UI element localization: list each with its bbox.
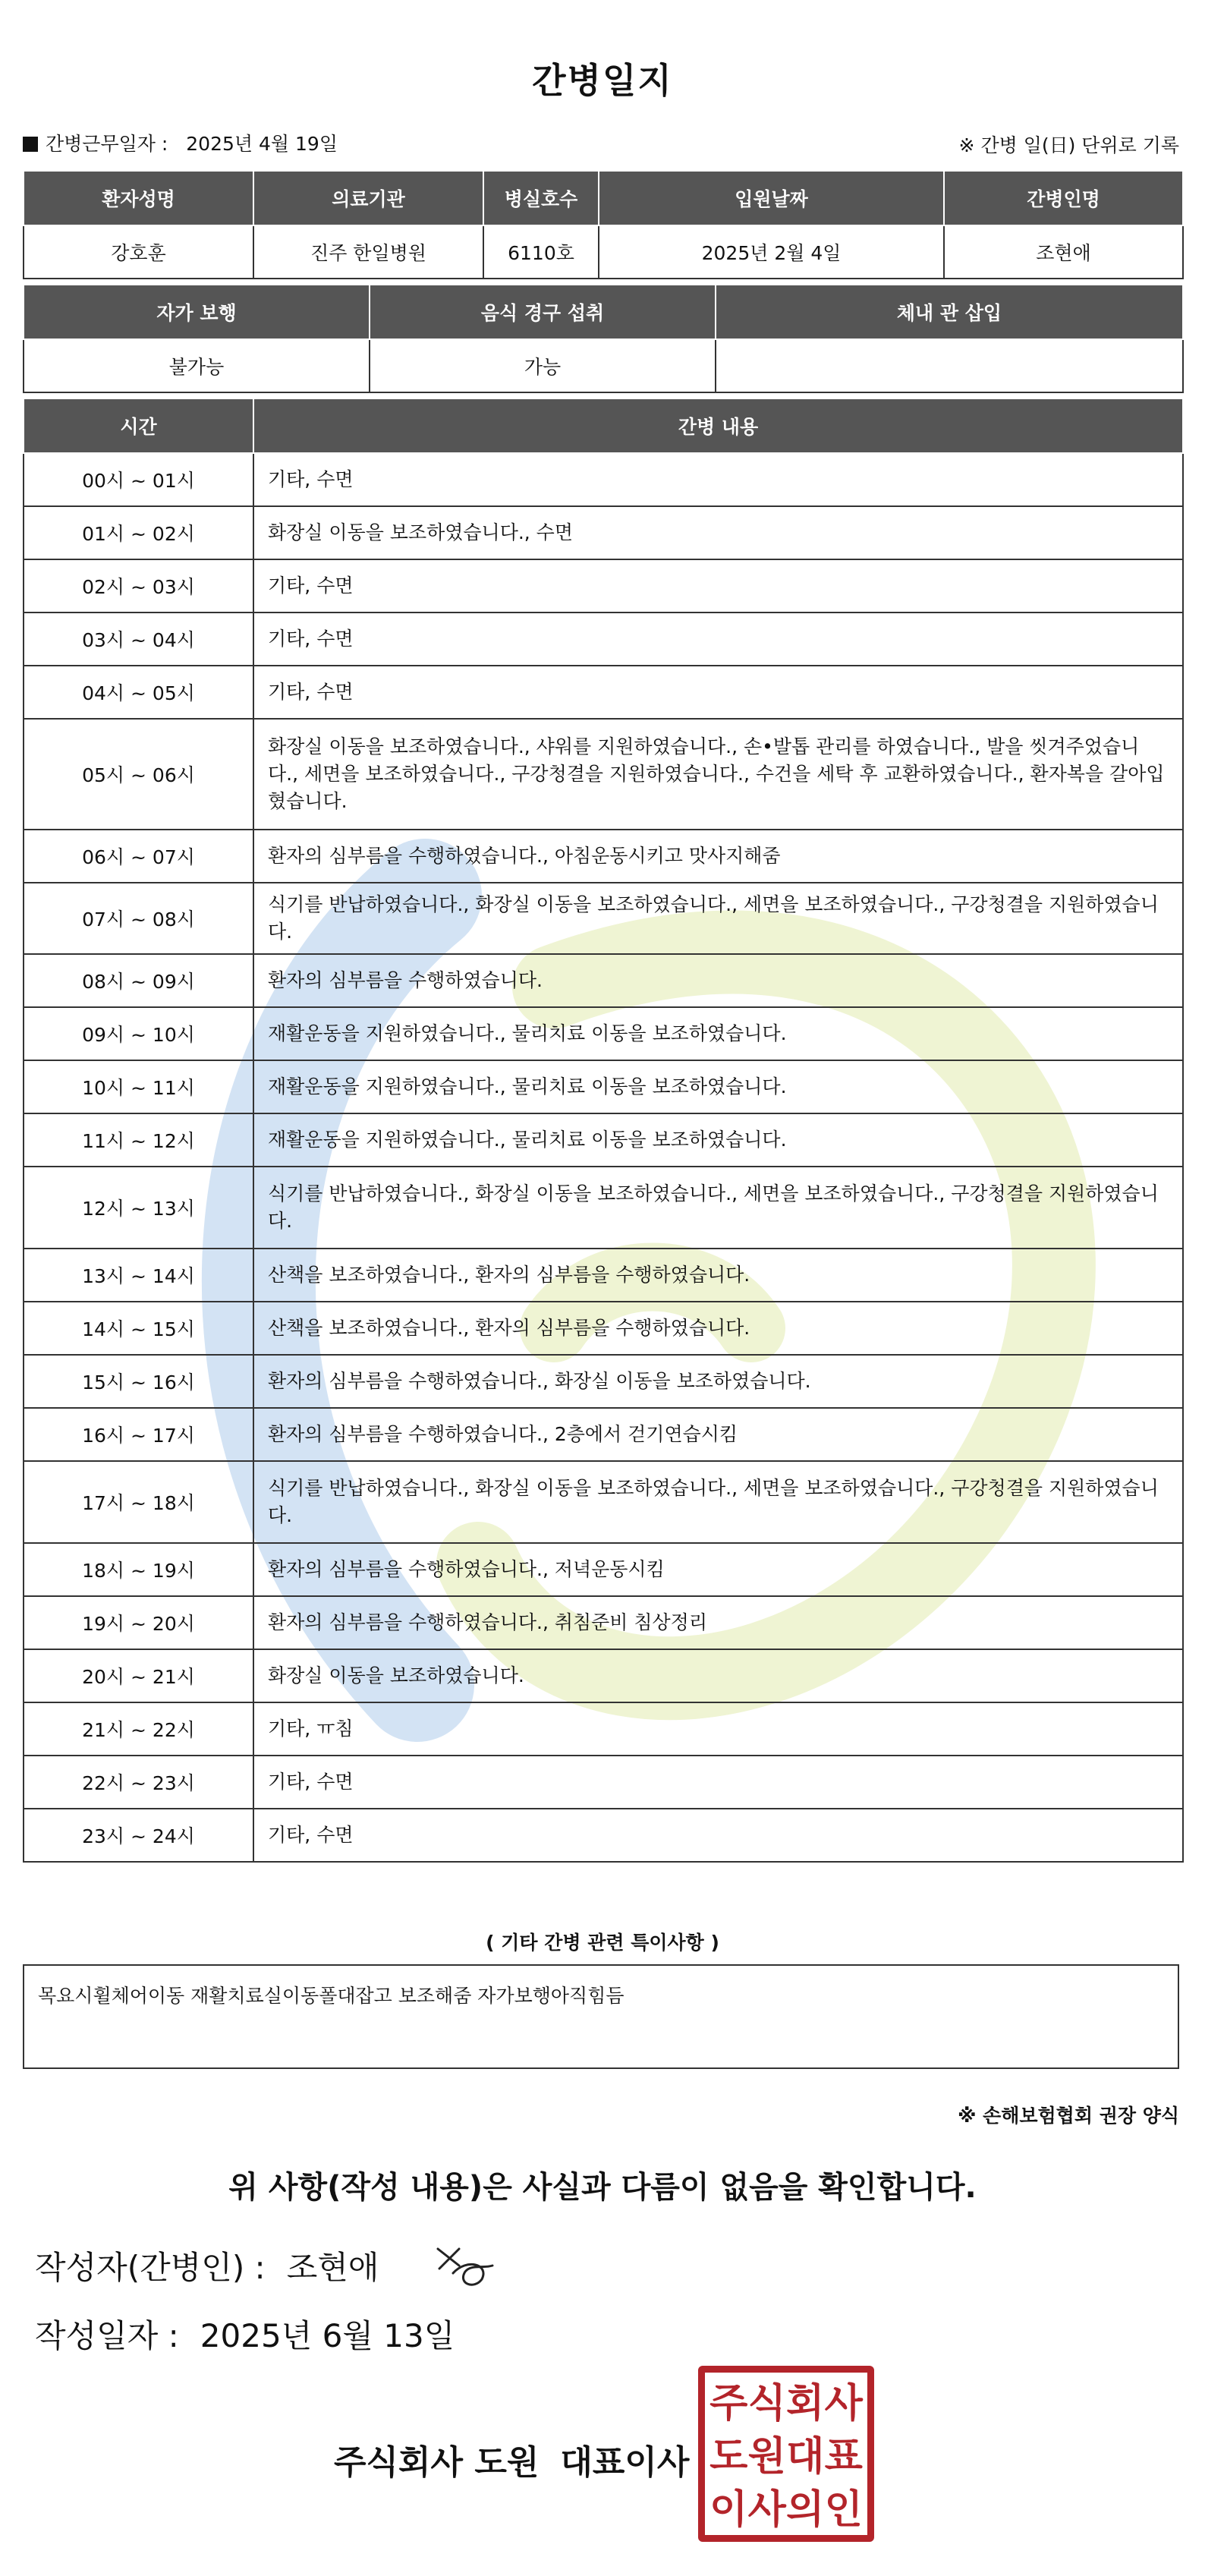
log-row (24, 1756, 1183, 1809)
log-time: 04시 ~ 05시 (24, 666, 253, 719)
log-time: 07시 ~ 08시 (24, 883, 253, 954)
status-table (23, 284, 1184, 393)
log-row (24, 1167, 1183, 1249)
seal-character: 식 (747, 2381, 786, 2426)
log-row (24, 1649, 1183, 1702)
admission-date-value: 2025년 2월 4일 (599, 225, 944, 279)
log-content: 재활운동을 지원하였습니다., 물리치료 이동을 보조하였습니다. (253, 1060, 1183, 1113)
care-log-body (24, 453, 1183, 1862)
hospital-value: 진주 한일병원 (253, 225, 483, 279)
log-row (24, 1809, 1183, 1862)
log-row (24, 1408, 1183, 1461)
log-time: 12시 ~ 13시 (24, 1167, 253, 1249)
log-row (24, 830, 1183, 883)
work-date-label: 간병근무일자 : (46, 133, 168, 155)
caregiver-header: 간병인명 (944, 171, 1183, 225)
written-date-line (35, 2311, 455, 2357)
hospital-header: 의료기관 (253, 171, 483, 225)
log-time: 00시 ~ 01시 (24, 453, 253, 506)
writer-line (35, 2243, 379, 2288)
log-row (24, 1249, 1183, 1302)
log-time: 18시 ~ 19시 (24, 1543, 253, 1596)
company-name: 주식회사 도원 (334, 2443, 540, 2482)
unit-note: ※ 간병 일(日) 단위로 기록 (958, 134, 1179, 156)
company-rep: 대표이사 (560, 2443, 690, 2482)
square-bullet-icon (23, 137, 38, 152)
log-content: 기타, 수면 (253, 453, 1183, 506)
work-date-value: 2025년 4월 19일 (186, 133, 338, 155)
log-time: 09시 ~ 10시 (24, 1007, 253, 1060)
confirmation-statement: 위 사항(작성 내용)은 사실과 다름이 없음을 확인합니다. (228, 2170, 977, 2205)
log-time: 23시 ~ 24시 (24, 1809, 253, 1862)
log-time: 14시 ~ 15시 (24, 1302, 253, 1355)
patient-info-table (23, 170, 1184, 279)
time-header: 시간 (24, 398, 253, 453)
tube-insertion-header: 체내 관 삽입 (716, 285, 1183, 339)
log-content: 재활운동을 지원하였습니다., 물리치료 이동을 보조하였습니다. (253, 1007, 1183, 1060)
work-date (23, 129, 338, 156)
log-time: 15시 ~ 16시 (24, 1355, 253, 1408)
writer-label: 작성자(간병인) : (35, 2249, 266, 2286)
oral-intake-header: 음식 경구 섭취 (370, 285, 716, 339)
log-time: 19시 ~ 20시 (24, 1596, 253, 1649)
log-content: 환자의 심부름을 수행하였습니다. (253, 954, 1183, 1007)
log-time: 13시 ~ 14시 (24, 1249, 253, 1302)
log-content: 환자의 심부름을 수행하였습니다., 저녁운동시킴 (253, 1543, 1183, 1596)
log-content: 환자의 심부름을 수행하였습니다., 2층에서 걷기연습시킴 (253, 1408, 1183, 1461)
log-time: 21시 ~ 22시 (24, 1702, 253, 1756)
page-title: 간병일지 (532, 60, 673, 101)
extra-notes-title: ( 기타 간병 관련 특이사항 ) (486, 1932, 719, 1954)
seal-character: 대 (786, 2434, 825, 2480)
seal-character: 의 (786, 2487, 825, 2533)
seal-character: 회 (786, 2381, 825, 2426)
log-row (24, 1355, 1183, 1408)
seal-character: 사 (824, 2381, 863, 2426)
seal-character: 인 (824, 2487, 863, 2533)
log-row (24, 1007, 1183, 1060)
log-row (24, 1461, 1183, 1543)
seal-character: 주 (709, 2381, 748, 2426)
content-header: 간병 내용 (253, 398, 1183, 453)
seal-character: 이 (709, 2487, 748, 2533)
log-row (24, 506, 1183, 559)
admission-date-header: 입원날짜 (599, 171, 944, 225)
log-row (24, 1302, 1183, 1355)
log-time: 11시 ~ 12시 (24, 1113, 253, 1167)
written-date-value: 2025년 6월 13일 (200, 2317, 455, 2354)
log-content: 화장실 이동을 보조하였습니다. (253, 1649, 1183, 1702)
log-time: 05시 ~ 06시 (24, 719, 253, 830)
room-header: 병실호수 (483, 171, 599, 225)
seal-character: 도 (709, 2434, 748, 2480)
log-content: 기타, 수면 (253, 1756, 1183, 1809)
self-walking-value: 불가능 (24, 339, 370, 392)
log-content: 식기를 반납하였습니다., 화장실 이동을 보조하였습니다., 세면을 보조하였습니다., 구강청결을 지원하였습니다. (253, 1167, 1183, 1249)
seal-character: 표 (824, 2434, 863, 2480)
tube-insertion-value (716, 339, 1183, 392)
patient-name-header: 환자성명 (24, 171, 253, 225)
company-line (334, 2435, 689, 2483)
log-row (24, 1543, 1183, 1596)
log-content: 환자의 심부름을 수행하였습니다., 취침준비 침상정리 (253, 1596, 1183, 1649)
log-time: 17시 ~ 18시 (24, 1461, 253, 1543)
log-row (24, 883, 1183, 954)
log-content: 기타, 수면 (253, 559, 1183, 613)
seal-character: 원 (747, 2434, 786, 2480)
log-row (24, 1060, 1183, 1113)
patient-name-value: 강호훈 (24, 225, 253, 279)
log-content: 기타, 수면 (253, 613, 1183, 666)
written-date-label: 작성일자 : (35, 2317, 179, 2354)
caregiver-value: 조현애 (944, 225, 1183, 279)
seal-character: 사 (747, 2487, 786, 2533)
log-row (24, 719, 1183, 830)
log-time: 20시 ~ 21시 (24, 1649, 253, 1702)
writer-name: 조현애 (286, 2249, 379, 2286)
room-value: 6110호 (483, 225, 599, 279)
log-content: 기타, 수면 (253, 666, 1183, 719)
log-time: 03시 ~ 04시 (24, 613, 253, 666)
log-content: 식기를 반납하였습니다., 화장실 이동을 보조하였습니다., 세면을 보조하였습니다., 구강청결을 지원하였습니다. (253, 883, 1183, 954)
log-time: 06시 ~ 07시 (24, 830, 253, 883)
log-content: 기타, 수면 (253, 1809, 1183, 1862)
form-note: ※ 손해보험협회 권장 양식 (958, 2105, 1179, 2127)
log-time: 10시 ~ 11시 (24, 1060, 253, 1113)
log-time: 22시 ~ 23시 (24, 1756, 253, 1809)
log-row (24, 954, 1183, 1007)
signature (429, 2235, 505, 2296)
log-row (24, 559, 1183, 613)
log-row (24, 1702, 1183, 1756)
log-content: 화장실 이동을 보조하였습니다., 샤워를 지원하였습니다., 손•발톱 관리를 하였습니다., 발을 씻겨주었습니다., 세면을 보조하였습니다., 구강청결을 지원하였습니다., 수건을 세탁 후 교환하였습니다., 환자복을 갈아입혔습니다. (253, 719, 1183, 830)
log-row (24, 1596, 1183, 1649)
extra-notes-box: 목요시휠체어이동 재활치료실이동폴대잡고 보조해줌 자가보행아직힘듬 (23, 1964, 1179, 2069)
self-walking-header: 자가 보행 (24, 285, 370, 339)
log-time: 16시 ~ 17시 (24, 1408, 253, 1461)
log-row (24, 666, 1183, 719)
log-content: 식기를 반납하였습니다., 화장실 이동을 보조하였습니다., 세면을 보조하였습니다., 구강청결을 지원하였습니다. (253, 1461, 1183, 1543)
care-log-table (23, 398, 1184, 1863)
log-content: 기타, ㅠ침 (253, 1702, 1183, 1756)
log-content: 환자의 심부름을 수행하였습니다., 아침운동시키고 맛사지해줌 (253, 830, 1183, 883)
log-row (24, 453, 1183, 506)
log-content: 산책을 보조하였습니다., 환자의 심부름을 수행하였습니다. (253, 1249, 1183, 1302)
oral-intake-value: 가능 (370, 339, 716, 392)
log-time: 01시 ~ 02시 (24, 506, 253, 559)
log-time: 02시 ~ 03시 (24, 559, 253, 613)
log-row (24, 1113, 1183, 1167)
log-content: 화장실 이동을 보조하였습니다., 수면 (253, 506, 1183, 559)
log-time: 08시 ~ 09시 (24, 954, 253, 1007)
company-seal (698, 2366, 874, 2542)
log-content: 산책을 보조하였습니다., 환자의 심부름을 수행하였습니다. (253, 1302, 1183, 1355)
log-row (24, 613, 1183, 666)
log-content: 환자의 심부름을 수행하였습니다., 화장실 이동을 보조하였습니다. (253, 1355, 1183, 1408)
log-content: 재활운동을 지원하였습니다., 물리치료 이동을 보조하였습니다. (253, 1113, 1183, 1167)
